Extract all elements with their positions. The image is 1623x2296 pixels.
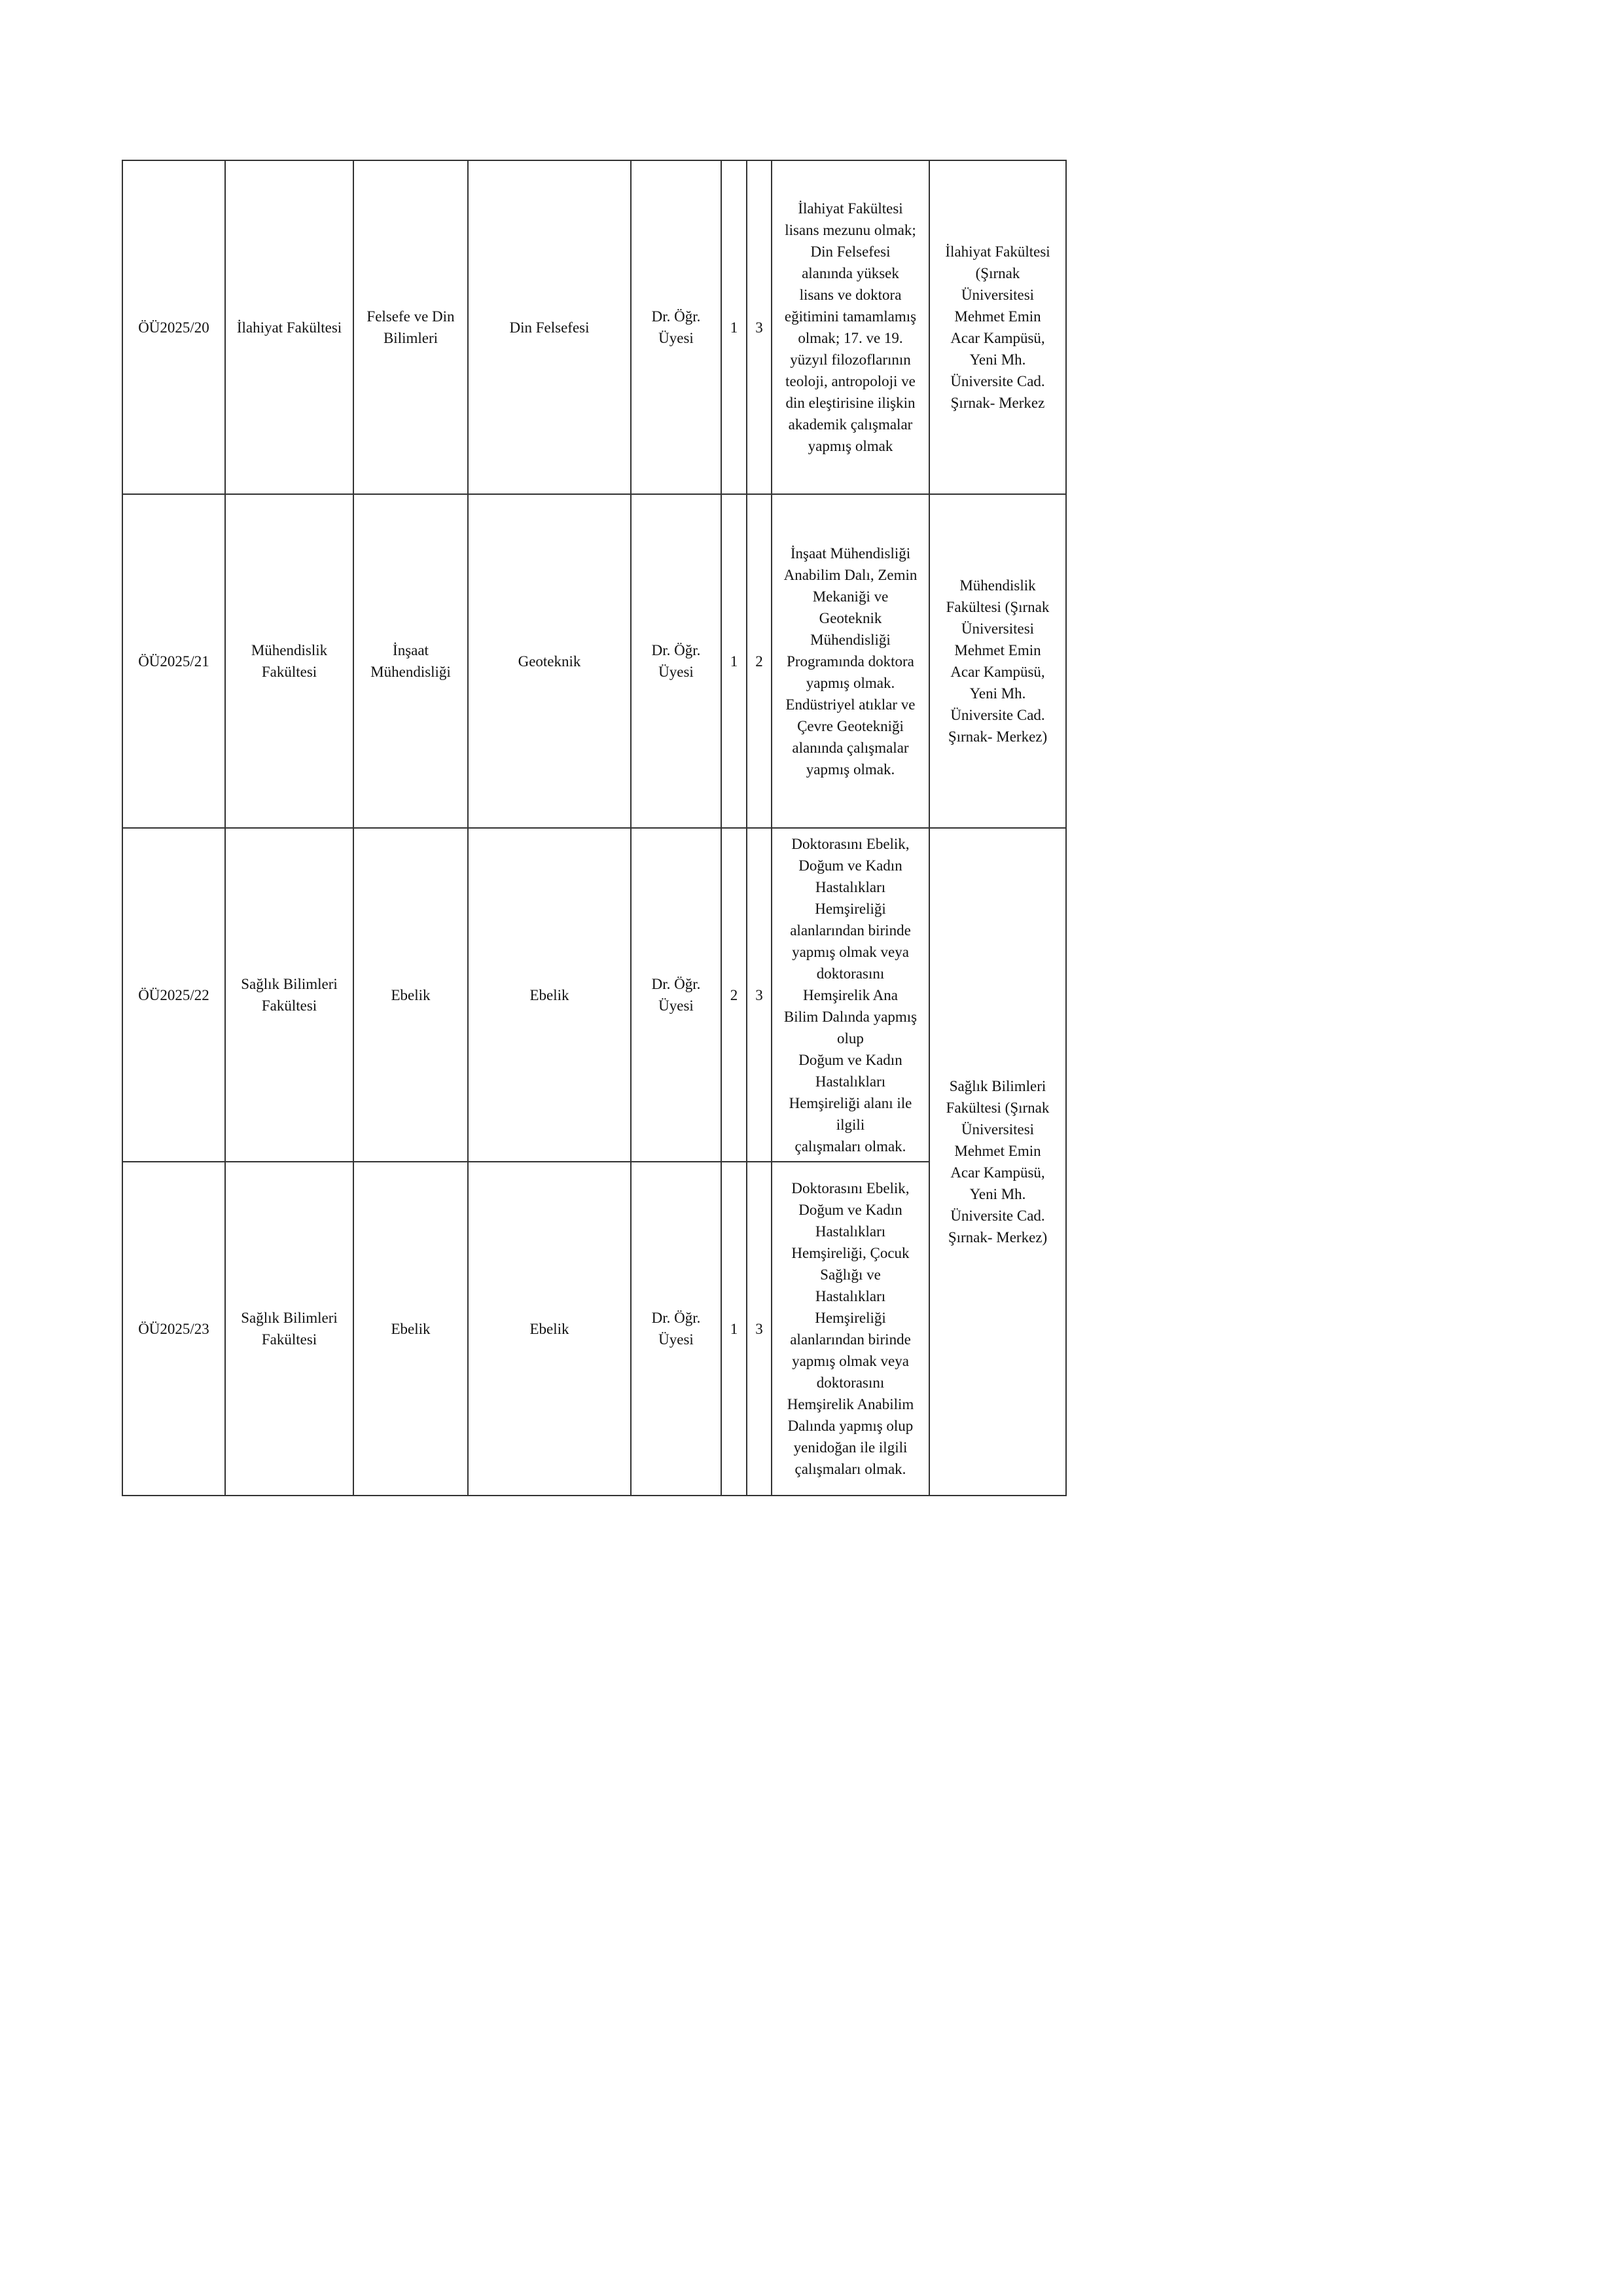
department-cell: İnşaat Mühendisliği	[353, 494, 468, 828]
address-cell: İlahiyat Fakültesi (Şırnak Üniversitesi Mehmet Emin Acar Kampüsü, Yeni Mh. Üniversite Cad. Şırnak- Merkez	[929, 160, 1066, 494]
faculty-cell: Mühendislik Fakültesi	[225, 494, 353, 828]
field-cell: Geoteknik	[468, 494, 631, 828]
faculty-cell: Sağlık Bilimleri Fakültesi	[225, 1162, 353, 1496]
address-cell: Mühendislik Fakültesi (Şırnak Üniversitesi Mehmet Emin Acar Kampüsü, Yeni Mh. Üniversite Cad. Şırnak- Merkez)	[929, 494, 1066, 828]
position-code: ÖÜ2025/22	[122, 828, 225, 1162]
count-cell: 1	[721, 160, 747, 494]
address-cell: Sağlık Bilimleri Fakültesi (Şırnak Üniversitesi Mehmet Emin Acar Kampüsü, Yeni Mh. Üniversite Cad. Şırnak- Merkez)	[929, 828, 1066, 1496]
table-row	[122, 160, 1066, 494]
title-cell: Dr. Öğr. Üyesi	[631, 1162, 721, 1496]
count-cell: 2	[721, 828, 747, 1162]
title-cell: Dr. Öğr. Üyesi	[631, 494, 721, 828]
position-code: ÖÜ2025/20	[122, 160, 225, 494]
requirements-cell: Doktorasını Ebelik, Doğum ve Kadın Hastalıkları Hemşireliği alanlarından birinde yapmış olmak veya doktorasını Hemşirelik Ana Bilim Dalında yapmış olup Doğum ve Kadın Hastalıkları Hemşireliği alanı ile ilgili çalışmaları olmak.	[772, 828, 929, 1162]
table-row	[122, 494, 1066, 828]
title-cell: Dr. Öğr. Üyesi	[631, 828, 721, 1162]
requirements-cell: İnşaat Mühendisliği Anabilim Dalı, Zemin Mekaniği ve Geoteknik Mühendisliği Programında doktora yapmış olmak. Endüstriyel atıklar ve Çevre Geotekniği alanında çalışmalar yapmış olmak.	[772, 494, 929, 828]
count-cell: 1	[721, 494, 747, 828]
position-code: ÖÜ2025/23	[122, 1162, 225, 1496]
field-cell: Din Felsefesi	[468, 160, 631, 494]
department-cell: Ebelik	[353, 828, 468, 1162]
title-cell: Dr. Öğr. Üyesi	[631, 160, 721, 494]
table-row	[122, 1162, 1066, 1496]
count-cell: 1	[721, 1162, 747, 1496]
degree-cell: 3	[747, 1162, 772, 1496]
requirements-cell: Doktorasını Ebelik, Doğum ve Kadın Hastalıkları Hemşireliği, Çocuk Sağlığı ve Hastalıkları Hemşireliği alanlarından birinde yapmış olmak veya doktorasını Hemşirelik Anabilim Dalında yapmış olup yenidoğan ile ilgili çalışmaları olmak.	[772, 1162, 929, 1496]
position-code: ÖÜ2025/21	[122, 494, 225, 828]
department-cell: Ebelik	[353, 1162, 468, 1496]
field-cell: Ebelik	[468, 828, 631, 1162]
requirements-cell: İlahiyat Fakültesi lisans mezunu olmak; Din Felsefesi alanında yüksek lisans ve doktora eğitimini tamamlamış olmak; 17. ve 19. yüzyıl filozoflarının teoloji, antropoloji ve din eleştirisine ilişkin akademik çalışmalar yapmış olmak	[772, 160, 929, 494]
positions-table	[122, 160, 1067, 1496]
degree-cell: 3	[747, 828, 772, 1162]
field-cell: Ebelik	[468, 1162, 631, 1496]
table-row	[122, 828, 1066, 1162]
department-cell: Felsefe ve Din Bilimleri	[353, 160, 468, 494]
degree-cell: 2	[747, 494, 772, 828]
degree-cell: 3	[747, 160, 772, 494]
faculty-cell: İlahiyat Fakültesi	[225, 160, 353, 494]
faculty-cell: Sağlık Bilimleri Fakültesi	[225, 828, 353, 1162]
